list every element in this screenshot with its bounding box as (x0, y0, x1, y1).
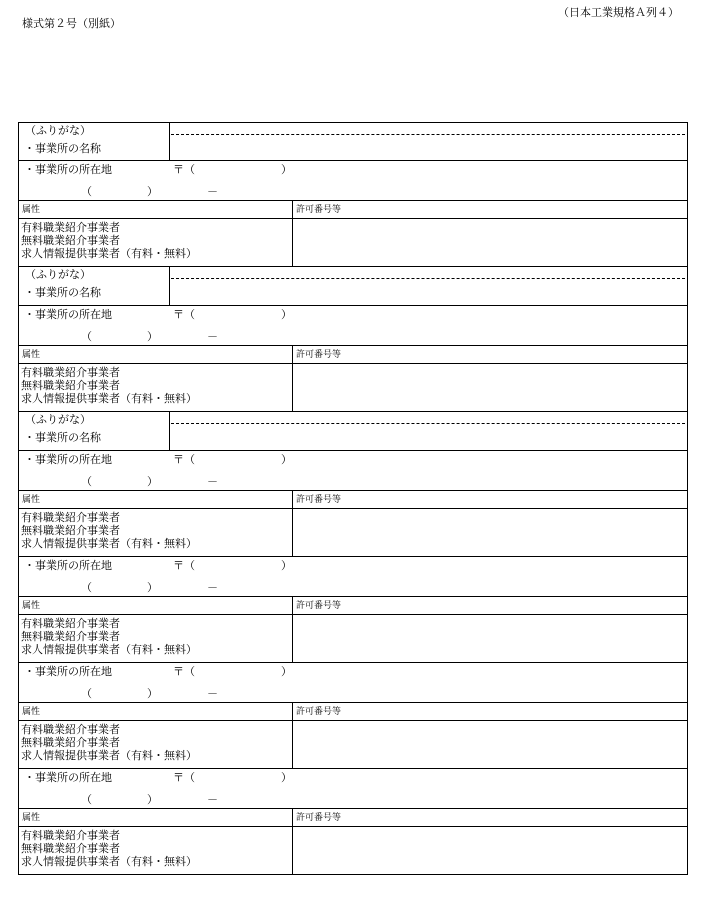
attribute-options-row-5 (18, 721, 688, 769)
postal-code-close: ） (281, 665, 292, 678)
divider (292, 615, 293, 662)
attribute-label: 属性 (22, 495, 41, 505)
furigana-dashed-line (171, 278, 685, 279)
phone-dash: － (207, 793, 218, 806)
postal-code-close: ） (281, 453, 292, 466)
attribute-header-row-6 (18, 809, 688, 827)
attribute-options (21, 617, 197, 656)
attribute-header-row-4 (18, 597, 688, 615)
phone-close: ） (147, 475, 158, 488)
attribute-options (21, 829, 197, 868)
furigana-label: （ふりがな） (25, 268, 91, 281)
attribute-header-row-2 (18, 346, 688, 364)
office-list-form (18, 122, 688, 875)
job-info-provider-option: 求人情報提供事業者（有料・無料） (21, 855, 197, 868)
phone-dash: － (207, 581, 218, 594)
divider (292, 703, 293, 720)
attribute-header-row-1 (18, 201, 688, 219)
divider (169, 123, 170, 160)
divider (292, 827, 293, 874)
attribute-options (21, 511, 197, 550)
attribute-label: 属性 (22, 813, 41, 823)
attribute-options (21, 723, 197, 762)
attribute-options-row-2 (18, 364, 688, 412)
divider (292, 597, 293, 614)
permit-number-label: 許可番号等 (296, 601, 342, 611)
free-placement-option: 無料職業紹介事業者 (21, 524, 120, 537)
phone-close: ） (147, 330, 158, 343)
postal-code-open: 〒（ (173, 559, 195, 572)
office-name-label: ・事業所の名称 (24, 431, 101, 444)
paid-placement-option: 有料職業紹介事業者 (21, 221, 120, 234)
postal-code-open: 〒（ (173, 308, 195, 321)
form-number: 様式第２号（別紙） (22, 17, 121, 30)
divider (292, 491, 293, 508)
office-address-row-5 (18, 663, 688, 703)
postal-code-close: ） (281, 308, 292, 321)
office-name-label: ・事業所の名称 (24, 142, 101, 155)
phone-dash: － (207, 330, 218, 343)
phone-open: （ (81, 330, 92, 343)
permit-number-label: 許可番号等 (296, 707, 342, 717)
office-address-label: ・事業所の所在地 (24, 559, 112, 572)
job-info-provider-option: 求人情報提供事業者（有料・無料） (21, 247, 197, 260)
divider (292, 219, 293, 266)
office-name-row-1 (18, 122, 688, 161)
divider (292, 809, 293, 826)
job-info-provider-option: 求人情報提供事業者（有料・無料） (21, 749, 197, 762)
postal-code-close: ） (281, 559, 292, 572)
job-info-provider-option: 求人情報提供事業者（有料・無料） (21, 537, 197, 550)
office-address-row-4 (18, 557, 688, 597)
divider (292, 364, 293, 411)
free-placement-option: 無料職業紹介事業者 (21, 234, 120, 247)
attribute-label: 属性 (22, 205, 41, 215)
office-address-label: ・事業所の所在地 (24, 308, 112, 321)
attribute-label: 属性 (22, 601, 41, 611)
postal-code-open: 〒（ (173, 453, 195, 466)
paid-placement-option: 有料職業紹介事業者 (21, 511, 120, 524)
furigana-dashed-line (171, 423, 685, 424)
phone-dash: － (207, 687, 218, 700)
permit-number-label: 許可番号等 (296, 495, 342, 505)
phone-close: ） (147, 687, 158, 700)
phone-close: ） (147, 185, 158, 198)
job-info-provider-option: 求人情報提供事業者（有料・無料） (21, 392, 197, 405)
attribute-options-row-1 (18, 219, 688, 267)
furigana-label: （ふりがな） (25, 124, 91, 137)
phone-dash: － (207, 185, 218, 198)
office-name-label: ・事業所の名称 (24, 286, 101, 299)
permit-number-label: 許可番号等 (296, 205, 342, 215)
free-placement-option: 無料職業紹介事業者 (21, 736, 120, 749)
office-address-label: ・事業所の所在地 (24, 453, 112, 466)
paid-placement-option: 有料職業紹介事業者 (21, 829, 120, 842)
permit-number-label: 許可番号等 (296, 813, 342, 823)
postal-code-close: ） (281, 163, 292, 176)
postal-code-open: 〒（ (173, 771, 195, 784)
postal-code-open: 〒（ (173, 665, 195, 678)
attribute-header-row-3 (18, 491, 688, 509)
attribute-header-row-5 (18, 703, 688, 721)
postal-code-open: 〒（ (173, 163, 195, 176)
job-info-provider-option: 求人情報提供事業者（有料・無料） (21, 643, 197, 656)
paid-placement-option: 有料職業紹介事業者 (21, 617, 120, 630)
free-placement-option: 無料職業紹介事業者 (21, 842, 120, 855)
office-address-label: ・事業所の所在地 (24, 771, 112, 784)
attribute-label: 属性 (22, 350, 41, 360)
phone-close: ） (147, 793, 158, 806)
phone-open: （ (81, 475, 92, 488)
divider (292, 509, 293, 556)
attribute-options-row-6 (18, 827, 688, 875)
permit-number-label: 許可番号等 (296, 350, 342, 360)
office-address-row-2 (18, 306, 688, 346)
free-placement-option: 無料職業紹介事業者 (21, 630, 120, 643)
phone-open: （ (81, 581, 92, 594)
phone-dash: － (207, 475, 218, 488)
divider (169, 267, 170, 305)
office-address-row-6 (18, 769, 688, 809)
paid-placement-option: 有料職業紹介事業者 (21, 366, 120, 379)
free-placement-option: 無料職業紹介事業者 (21, 379, 120, 392)
attribute-options-row-3 (18, 509, 688, 557)
furigana-label: （ふりがな） (25, 413, 91, 426)
phone-open: （ (81, 793, 92, 806)
postal-code-close: ） (281, 771, 292, 784)
attribute-options (21, 366, 197, 405)
phone-close: ） (147, 581, 158, 594)
divider (292, 201, 293, 218)
attribute-options (21, 221, 197, 260)
office-name-row-2 (18, 267, 688, 306)
paid-placement-option: 有料職業紹介事業者 (21, 723, 120, 736)
office-address-row-1 (18, 161, 688, 201)
office-name-row-3 (18, 412, 688, 451)
attribute-options-row-4 (18, 615, 688, 663)
phone-open: （ (81, 185, 92, 198)
divider (292, 721, 293, 768)
divider (169, 412, 170, 450)
office-address-row-3 (18, 451, 688, 491)
office-address-label: ・事業所の所在地 (24, 163, 112, 176)
furigana-dashed-line (171, 134, 685, 135)
attribute-label: 属性 (22, 707, 41, 717)
divider (292, 346, 293, 363)
paper-size-note: （日本工業規格Ａ列４） (558, 6, 679, 19)
phone-open: （ (81, 687, 92, 700)
office-address-label: ・事業所の所在地 (24, 665, 112, 678)
